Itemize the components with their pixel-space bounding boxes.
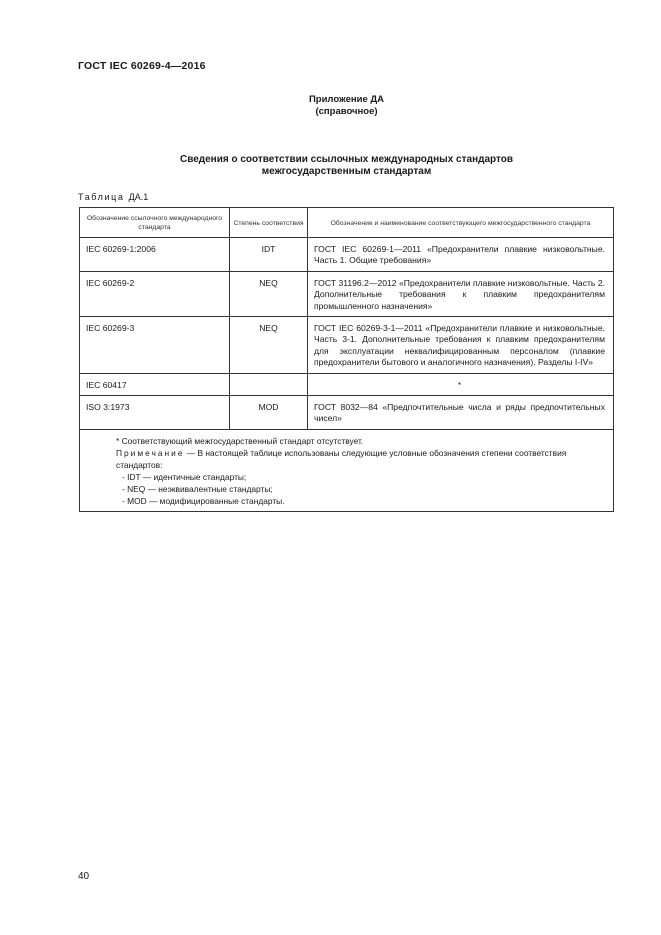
appendix-label: Приложение ДА: [308, 94, 385, 105]
table-caption-prefix: Таблица: [78, 192, 125, 202]
cell-degree: [230, 373, 308, 395]
cell-national-standard: *: [308, 373, 614, 395]
cell-degree: NEQ: [230, 271, 308, 316]
appendix-title: [0, 94, 661, 118]
cell-intl-standard: IEC 60269-3: [80, 317, 230, 374]
document-code: ГОСТ IEC 60269-4—2016: [78, 60, 206, 72]
table-row: [80, 317, 614, 374]
table-caption: [78, 192, 148, 202]
table-notes: [80, 429, 614, 511]
standards-table: [79, 207, 614, 512]
cell-national-standard: ГОСТ IEC 60269-3-1—2011 «Предохранители плавкие и низковольтные. Часть 3-1. Дополнительные требования к плавким предохранителям для эксплуатации неквалифицированным персоналом (плавкие предохранители бытового и аналогичного назначения). Разделы I-IV»: [308, 317, 614, 374]
cell-degree: NEQ: [230, 317, 308, 374]
cell-national-standard: ГОСТ IEC 60269-1—2011 «Предохранители плавкие низковольтные. Часть 1. Общие требования»: [308, 238, 614, 272]
header-intl-standard: Обозначение ссылочного международного стандарта: [80, 208, 230, 238]
section-heading: [0, 154, 661, 178]
note-label: Примечание: [116, 447, 185, 458]
cell-degree: MOD: [230, 396, 308, 430]
header-national-standard: Обозначение и наименование соответствующего межгосударственного стандарта: [308, 208, 614, 238]
table-caption-number: ДА.1: [128, 192, 149, 202]
cell-national-standard: ГОСТ 31196.2—2012 «Предохранители плавкие низковольтные. Часть 2. Дополнительные требования к плавким предохранителям промышленного назначения»: [308, 271, 614, 316]
appendix-type: (справочное): [315, 106, 378, 117]
table-notes-row: [80, 429, 614, 511]
cell-intl-standard: IEC 60417: [80, 373, 230, 395]
footnote: * Соответствующий межгосударственный стандарт отсутствует.: [116, 435, 364, 446]
table-row: [80, 373, 614, 395]
cell-national-standard: ГОСТ 8032—84 «Предпочтительные числа и ряды предпочтительных чисел»: [308, 396, 614, 430]
table-row: [80, 271, 614, 316]
legend-item: - MOD — модифицированные стандарты.: [122, 495, 285, 506]
table-row: [80, 396, 614, 430]
note: [86, 447, 605, 471]
cell-intl-standard: ISO 3:1973: [80, 396, 230, 430]
cell-intl-standard: IEC 60269-2: [80, 271, 230, 316]
table-header-row: [80, 208, 614, 238]
note-text: — В настоящей таблице использованы следующие условные обозначения степени соответствия стандартов:: [116, 447, 567, 470]
heading-line-2: межгосударственным стандартам: [261, 166, 432, 177]
cell-degree: IDT: [230, 238, 308, 272]
cell-intl-standard: IEC 60269-1:2006: [80, 238, 230, 272]
table-row: [80, 238, 614, 272]
heading-line-1: Сведения о соответствии ссылочных международных стандартов: [179, 154, 514, 165]
header-degree: Степень соответствия: [230, 208, 308, 238]
legend-item: - NEQ — неэквивалентные стандарты;: [122, 483, 273, 494]
page-number: 40: [78, 871, 90, 882]
legend-item: - IDT — идентичные стандарты;: [122, 471, 247, 482]
